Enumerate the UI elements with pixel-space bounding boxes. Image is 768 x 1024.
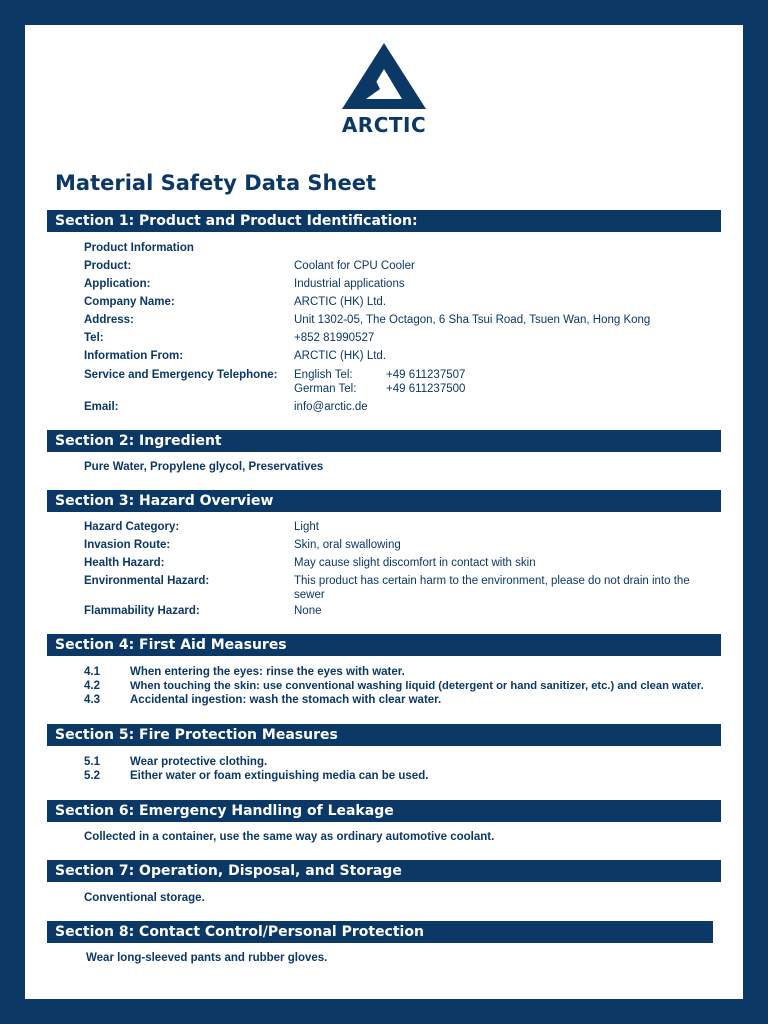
first-aid-item: Accidental ingestion: wash the stomach with clear water. <box>130 694 442 706</box>
hazard-category-value: Light <box>294 521 319 533</box>
product-label: Product: <box>84 260 132 272</box>
first-aid-item: When touching the skin: use conventional washing liquid (detergent or hand sanitizer, etc.) and clean water. <box>130 680 704 692</box>
first-aid-number: 4.3 <box>84 694 100 706</box>
logo-text: ARCTIC <box>341 113 427 137</box>
application-value: Industrial applications <box>294 278 405 290</box>
fire-protection-item: Wear protective clothing. <box>130 756 268 768</box>
fire-protection-number: 5.1 <box>84 756 100 768</box>
address-value: Unit 1302-05, The Octagon, 6 Sha Tsui Road, Tsuen Wan, Hong Kong <box>294 314 651 326</box>
section-8-header: Section 8: Contact Control/Personal Protection <box>47 921 713 943</box>
arctic-triangle-icon <box>342 43 426 111</box>
fire-protection-item: Either water or foam extinguishing media can be used. <box>130 770 429 782</box>
product-information-heading: Product Information <box>84 242 194 254</box>
company-name-value: ARCTIC (HK) Ltd. <box>294 296 387 308</box>
tel-value: +852 81990527 <box>294 332 375 344</box>
health-hazard-label: Health Hazard: <box>84 557 165 569</box>
section-6-header: Section 6: Emergency Handling of Leakage <box>47 800 721 822</box>
document-page <box>25 25 743 999</box>
section-4-header: Section 4: First Aid Measures <box>47 634 721 656</box>
german-tel-label: German Tel: <box>294 383 357 395</box>
health-hazard-value: May cause slight discomfort in contact with skin <box>294 557 536 569</box>
flammability-hazard-label: Flammability Hazard: <box>84 605 200 617</box>
first-aid-number: 4.1 <box>84 666 100 678</box>
email-value: info@arctic.de <box>294 401 368 413</box>
service-telephone-label: Service and Emergency Telephone: <box>84 369 278 381</box>
environmental-hazard-label: Environmental Hazard: <box>84 575 210 587</box>
tel-label: Tel: <box>84 332 104 344</box>
flammability-hazard-value: None <box>294 605 322 617</box>
english-tel-label: English Tel: <box>294 369 353 381</box>
leakage-text: Collected in a container, use the same way as ordinary automotive coolant. <box>84 831 495 843</box>
environmental-hazard-value: This product has certain harm to the environment, please do not drain into the sewer <box>294 575 690 601</box>
section-2-header: Section 2: Ingredient <box>47 430 721 452</box>
section-3-header: Section 3: Hazard Overview <box>47 490 721 512</box>
information-from-label: Information From: <box>84 350 184 362</box>
first-aid-number: 4.2 <box>84 680 100 692</box>
arctic-logo <box>340 43 428 137</box>
protection-text: Wear long-sleeved pants and rubber gloves. <box>86 952 328 964</box>
hazard-category-label: Hazard Category: <box>84 521 180 533</box>
fire-protection-number: 5.2 <box>84 770 100 782</box>
storage-text: Conventional storage. <box>84 892 205 904</box>
first-aid-item: When entering the eyes: rinse the eyes with water. <box>130 666 405 678</box>
ingredient-text: Pure Water, Propylene glycol, Preservatives <box>84 461 324 473</box>
german-tel-value: +49 611237500 <box>386 383 466 395</box>
product-value: Coolant for CPU Cooler <box>294 260 415 272</box>
email-label: Email: <box>84 401 119 413</box>
english-tel-value: +49 611237507 <box>386 369 466 381</box>
information-from-value: ARCTIC (HK) Ltd. <box>294 350 387 362</box>
section-7-header: Section 7: Operation, Disposal, and Storage <box>47 860 721 882</box>
section-5-header: Section 5: Fire Protection Measures <box>47 724 721 746</box>
company-name-label: Company Name: <box>84 296 175 308</box>
invasion-route-value: Skin, oral swallowing <box>294 539 401 551</box>
invasion-route-label: Invasion Route: <box>84 539 171 551</box>
document-title: Material Safety Data Sheet <box>55 171 377 195</box>
address-label: Address: <box>84 314 134 326</box>
section-1-header: Section 1: Product and Product Identification: <box>47 210 721 232</box>
application-label: Application: <box>84 278 151 290</box>
